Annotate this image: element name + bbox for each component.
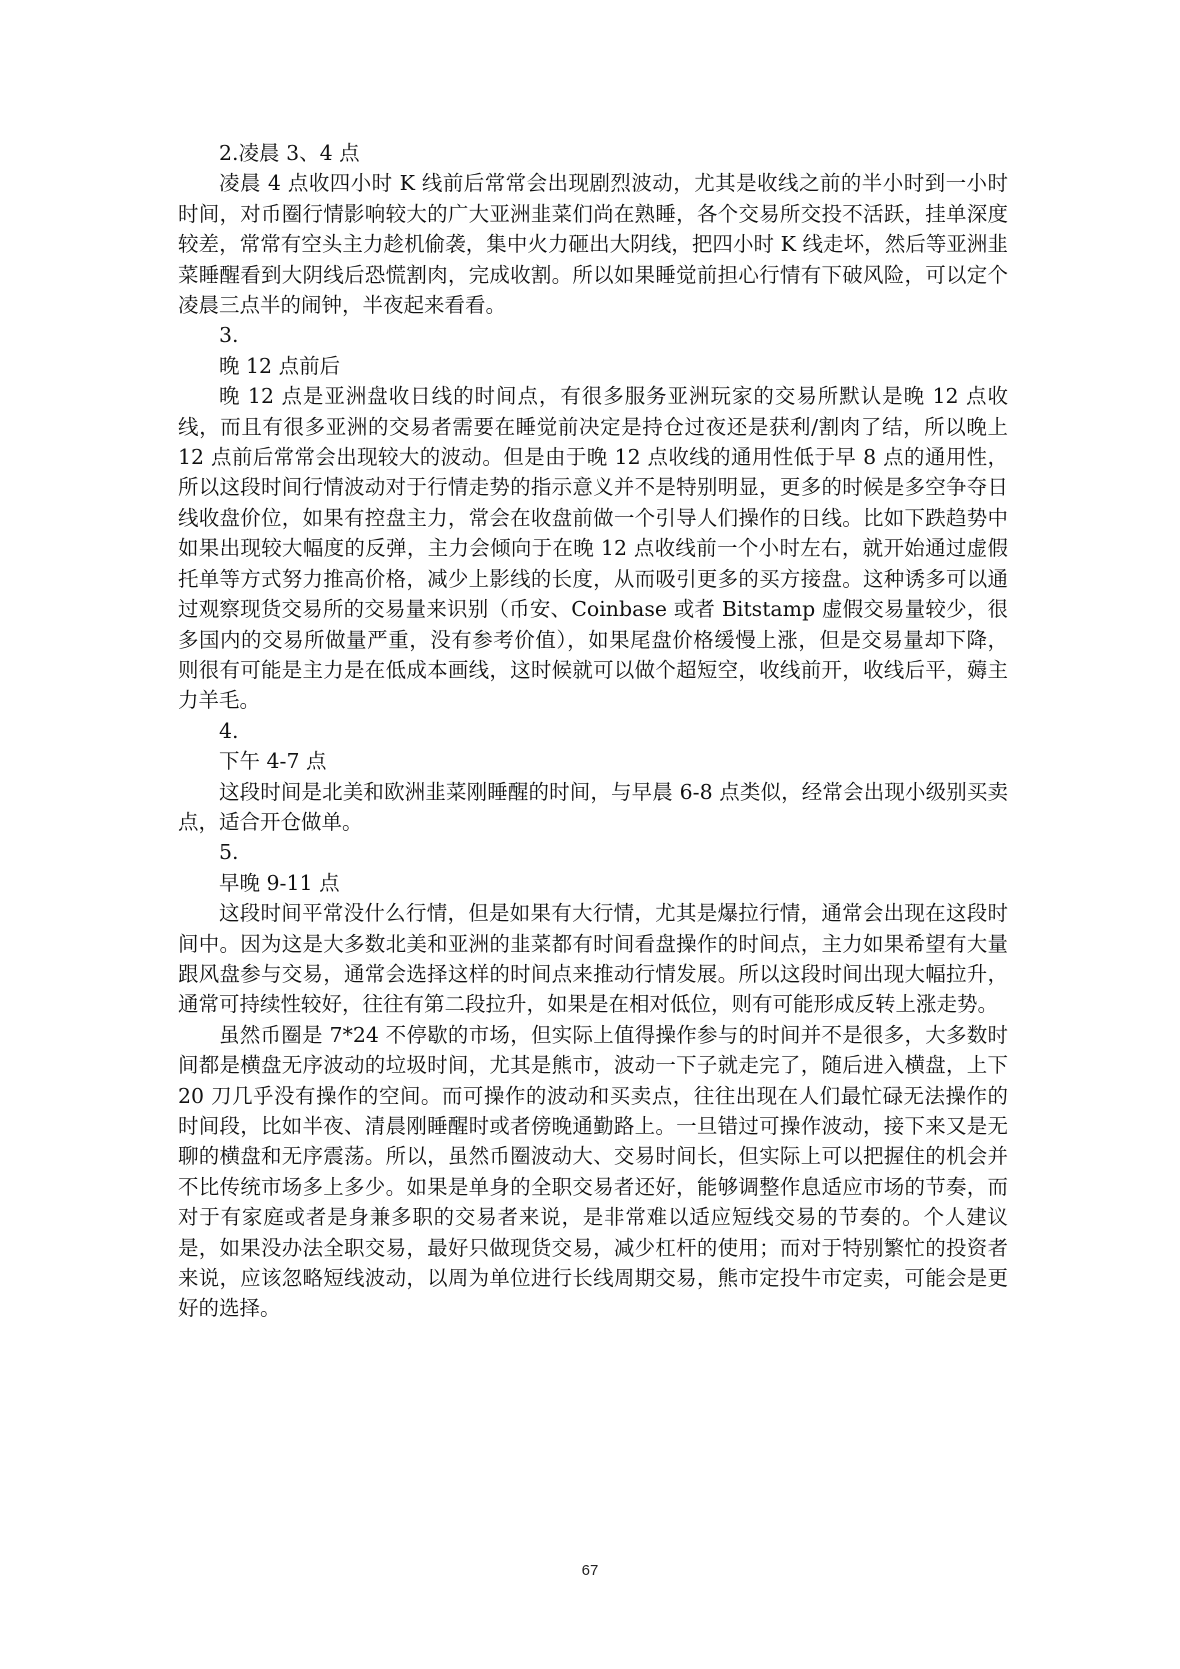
page-number: 67 — [581, 1562, 599, 1579]
paragraph: 这段时间是北美和欧洲韭菜刚睡醒的时间，与早晨 6-8 点类似，经常会出现小级别买卖点，适合开仓做单。 — [178, 779, 1008, 834]
paragraph: 晚 12 点是亚洲盘收日线的时间点，有很多服务亚洲玩家的交易所默认是晚 12 点收线，而且有很多亚洲的交易者需要在睡觉前决定是持仓过夜还是获利/割肉了结，所以晚上 12 点前后常常会出现较大的波动。但是由于晚 12 点收线的通用性低于早 8 点的通用性，所以这段时间行情波动对于行情走势的指示意义并不是特别明显，更多的时候是多空争夺日线收盘价位，如果有控盘主力，常会在收盘前做一个引导人们操作的日线。比如下跌趋势中如果出现较大幅度的反弹，主力会倾向于在晚 12 点收线前一个小时左右，就开始通过虚假托单等方式努力推高价格，减少上影线的长度，从而吸引更多的买方接盘。这种诱多可以通过观察现货交易所的交易量来识别（币安、Coinbase 或者 Bitstamp 虚假交易量较少，很多国内的交易所做量严重，没有参考价值），如果尾盘价格缓慢上涨，但是交易量却下降，则很有可能是主力是在低成本画线，这时候就可以做个超短空，收线前开，收线后平，薅主力羊毛。 — [178, 384, 1008, 713]
section-heading: 2.凌晨 3、4 点 — [219, 141, 360, 165]
paragraph: 凌晨 4 点收四小时 K 线前后常常会出现剧烈波动，尤其是收线之前的半小时到一小时时间，对币圈行情影响较大的广大亚洲韭菜们尚在熟睡，各个交易所交投不活跃，挂单深度较差，常常有空头主力趁机偷袭，集中火力砸出大阴线，把四小时 K 线走坏，然后等亚洲韭菜睡醒看到大阴线后恐慌割肉，完成收割。所以如果睡觉前担心行情有下破风险，可以定个凌晨三点半的闹钟，半夜起来看看。 — [178, 171, 1008, 318]
section-number: 4. — [219, 718, 239, 743]
section-heading: 早晚 9-11 点 — [219, 870, 340, 895]
section-number: 3. — [219, 323, 239, 348]
document-body — [178, 138, 1008, 1324]
paragraph: 虽然币圈是 7*24 不停歇的市场，但实际上值得操作参与的时间并不是很多，大多数时间都是横盘无序波动的垃圾时间，尤其是熊市，波动一下子就走完了，随后进入横盘，上下 20 刀几乎没有操作的空间。而可操作的波动和买卖点，往往出现在人们最忙碌无法操作的时间段，比如半夜、清晨刚睡醒时或者傍晚通勤路上。一旦错过可操作波动，接下来又是无聊的横盘和无序震荡。所以，虽然币圈波动大、交易时间长，但实际上可以把握住的机会并不比传统市场多上多少。如果是单身的全职交易者还好，能够调整作息适应市场的节奏，而对于有家庭或者是身兼多职的交易者来说，是非常难以适应短线交易的节奏的。个人建议是，如果没办法全职交易，最好只做现货交易，减少杠杆的使用；而对于特别繁忙的投资者来说，应该忽略短线波动，以周为单位进行长线周期交易，熊市定投牛市定卖，可能会是更好的选择。 — [178, 1022, 1008, 1321]
section-heading: 晚 12 点前后 — [219, 353, 341, 378]
section-number: 5. — [219, 840, 239, 865]
section-heading: 下午 4-7 点 — [219, 749, 327, 774]
paragraph: 这段时间平常没什么行情，但是如果有大行情，尤其是爆拉行情，通常会出现在这段时间中。因为这是大多数北美和亚洲的韭菜都有时间看盘操作的时间点，主力如果希望有大量跟风盘参与交易，通常会选择这样的时间点来推动行情发展。所以这段时间出现大幅拉升，通常可持续性较好，往往有第二段拉升，如果是在相对低位，则有可能形成反转上涨走势。 — [178, 901, 1008, 1017]
